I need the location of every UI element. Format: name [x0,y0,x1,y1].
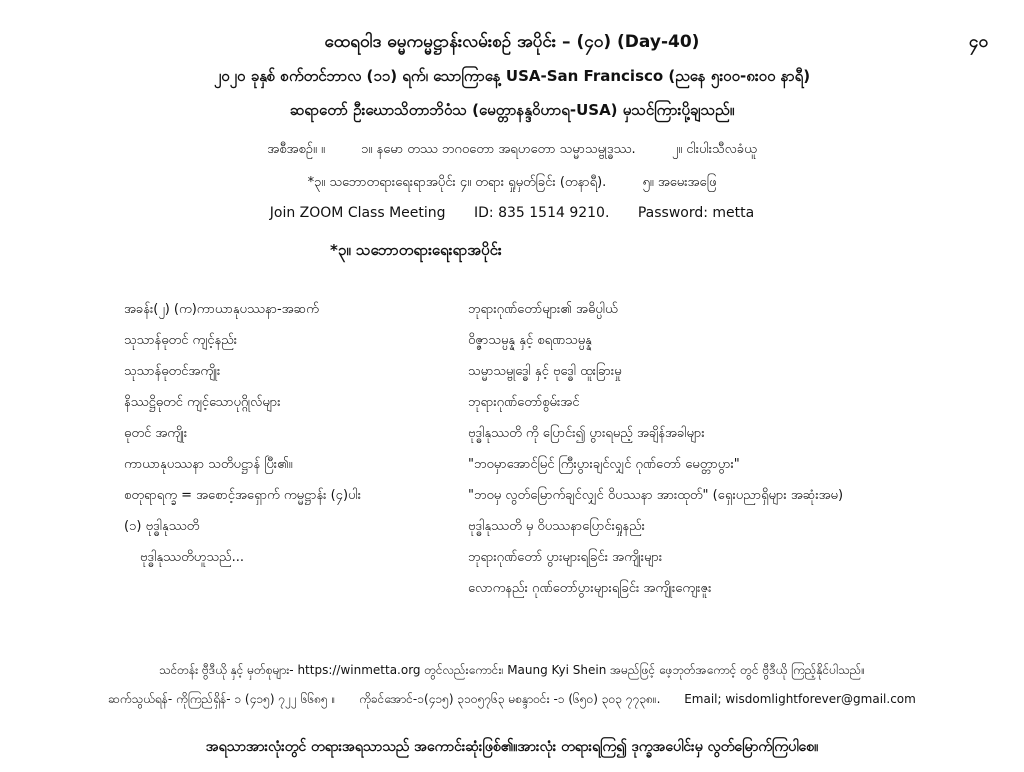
outline-item: ၁။ နမော တဿ ဘဂဝတော အရဟတော သမ္မာသမ္ဗုဒ္ဓဿ. [361,142,636,157]
contact-item: ဆက်သွယ်ရန်- ကိုကြည်ရှိန်- ၁ (၄၁၅) ၇၂၂ ၆၆၈၅ ။ [108,692,336,706]
outline-item: ၂။ ငါးပါးသီလခံယူ [671,142,757,157]
page-number: ၄၀ [968,32,988,52]
zoom-meeting-id: ID: 835 1514 9210. [474,205,610,221]
teacher-subtitle: ဆရာတော် ဦးဃောသိတာဘိဝံသ (မေတ္တာနန္ဒဝိဟာရ-USA) မှသင်ကြားပို့ချသည်။ [289,101,735,119]
list-item: သုသာန်ဓုတင် ကျင့်နည်း [124,333,238,348]
contact-email: Email; wisdomlightforever@gmail.com [684,692,916,706]
schedule-subtitle: ၂၀၂၀ ခုနှစ် စက်တင်ဘာလ (၁၁) ရက်၊ သောကြာနေ့ USA-San Francisco (ညနေ ၅း၀၀-၈း၀၀ နာရီ) [213,67,811,85]
list-item: နိဿဋ္ဌိဓုတင် ကျင့်သောပုဂ္ဂိုလ်များ [124,395,281,410]
list-item: ဓုတင် အကျိုး [124,426,188,441]
outline-item: *၃။ သဘောတရားရေးရာအပိုင်း ၄။ တရား ရှုမှတ်ခြင်း (တနာရီ). [307,175,607,190]
list-item: ဘုရားဂုဏ်တော်စွမ်းအင် [468,395,580,410]
outline-item: အစီအစဉ်။ ။ [267,142,325,157]
program-outline-line-1 [0,141,1024,160]
list-item: ကာယာနုပဿနာ သတိပဋ္ဌာန် ပြီး၏။ [124,457,293,472]
list-item: ဝိဇ္ဇာသမ္ပန္န နှင့် စရဏသမ္ပန္န [468,333,592,348]
program-outline-line-2 [0,174,1024,193]
page-title: ထေရဝါဒ ဓမ္မကမ္မဋ္ဌာန်းလမ်းစဉ် အပိုင်း – (၄၀) (Day-40) [324,32,700,52]
list-item: ဘုရားဂုဏ်တော် ပွားများရခြင်း အကျိုးများ [468,550,663,565]
list-item: ဘုရားဂုဏ်တော်များ၏ အဓိပ္ပါယ် [468,302,618,317]
contact-line [0,691,1024,709]
contact-item: ကိုခင်အောင်-၁(၄၁၅) ၃၁၀၅၇၆၃ မစန္ဒာဝင်း -၁ (၆၅၀) ၃၀၃ ၇၇၃၈။. [359,692,661,706]
zoom-password: Password: metta [637,205,755,221]
list-item: စတုရာရက္ခ = အစောင့်အရှောက် ကမ္မဋ္ဌာန်း (၄)ပါး [124,488,362,503]
closing-blessing: အရသာအားလုံးတွင် တရားအရသာသည် အကောင်းဆုံးဖြစ်၏။အားလုံး တရားရကြ၍ ဒုက္ခအပေါင်းမှ လွတ်မြောက်ကြပါစေ။ [205,739,819,755]
list-item: "ဘဝမှာအောင်မြင် ကြီးပွားချင်လျှင် ဂုဏ်တော် မေတ္တာပွား" [468,457,740,472]
list-item: ဗုဒ္ဓါနုဿတိ မှ ဝိပဿနာပြောင်းရှုနည်း [468,519,645,534]
list-item: "ဘဝမှ လွတ်မြောက်ချင်လျှင် ဝိပဿနာ အားထုတ်" (ရှေးပညာရှိများ အဆုံးအမ) [468,488,844,503]
outline-item: ၅။ အမေးအဖြေ [642,175,717,190]
list-item: လောကနည်း ဂုဏ်တော်ပွားများရခြင်း အကျိုးကျေးဇူး [468,581,712,596]
topics-right-column [468,300,843,610]
video-notes-line: သင်တန်း ဗွီဒီယို နှင့် မှတ်စုများ- https://winmetta.org တွင်လည်းကောင်း၊ Maung Kyi Shein အမည်ဖြင့် ဖေ့ဘုတ်အကောင့် တွင် ဗွီဒီယို ကြည့်နိုင်ပါသည်။ [159,663,865,677]
list-item: သမ္မာသမ္ဗုဒ္ဓေါ နှင့် ဗုဒ္ဓေါ ထူးခြားမှု [468,364,622,379]
section-heading: *၃။ သဘောတရားရေးရာအပိုင်း [330,241,502,259]
zoom-info [0,205,1024,221]
list-item: (၁) ဗုဒ္ဓါနုဿတိ [124,519,200,534]
zoom-label: Join ZOOM Class Meeting [269,205,446,221]
topics-left-column [124,300,361,579]
list-item: အခန်း(၂) (က)ကာယာနုပဿနာ-အဆက် [124,302,319,317]
list-item: သုသာန်ဓုတင်အကျိုး [124,364,221,379]
list-item: ဗုဒ္ဓါနုဿတိဟူသည်... [140,550,244,565]
list-item: ဗုဒ္ဓါနုဿတိ ကို ပြောင်း၍ ပွားရမည့် အချိန်အခါများ [468,426,705,441]
